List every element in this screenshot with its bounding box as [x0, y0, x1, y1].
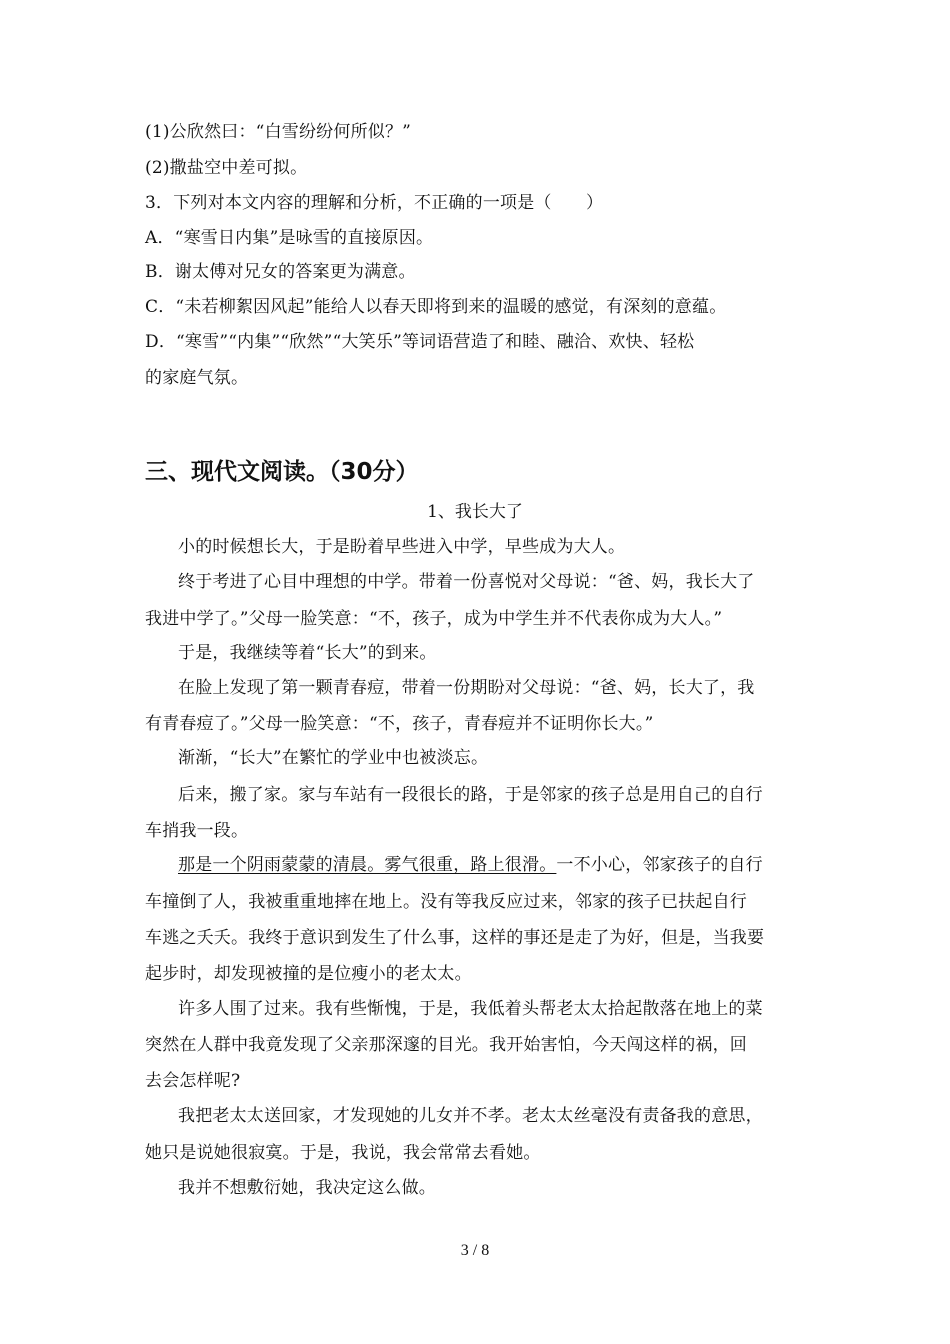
- paragraph-7-line-1: [178, 853, 818, 877]
- page-number: 3 / 8: [460, 1242, 490, 1259]
- paragraph-7-line-3: 车逃之夭夭。我终于意识到发生了什么事，这样的事还是走了为好，但是，当我要: [145, 928, 765, 948]
- paragraph-1: 小的时候想长大，于是盼着早些进入中学，早些成为大人。: [178, 537, 626, 557]
- paragraph-2-line-1: 终于考进了心目中理想的中学。带着一份喜悦对父母说：“爸、妈，我长大了: [178, 572, 755, 592]
- paragraph-3: 于是，我继续等着“长大”的到来。: [178, 643, 437, 663]
- paragraph-4-line-1: 在脸上发现了第一颗青春痘，带着一份期盼对父母说：“爸、妈，长大了，我: [178, 678, 755, 698]
- paragraph-5: 渐渐，“长大”在繁忙的学业中也被淡忘。: [178, 748, 489, 768]
- paragraph-8-line-3: 去会怎样呢?: [145, 1071, 241, 1091]
- article-title: 1、我长大了: [427, 502, 523, 522]
- paragraph-2-line-2: 我进中学了。”父母一脸笑意：“不，孩子，成为中学生并不代表你成为大人。”: [145, 609, 723, 629]
- option-a: A．“寒雪日内集”是咏雪的直接原因。: [145, 228, 434, 248]
- question-2-1: (1)公欣然曰：“白雪纷纷何所似？”: [145, 122, 412, 142]
- question-3-stem: 3．下列对本文内容的理解和分析，不正确的一项是（ ）: [145, 193, 604, 213]
- option-b: B．谢太傅对兄女的答案更为满意。: [145, 262, 416, 282]
- paragraph-4-line-2: 有青春痘了。”父母一脸笑意：“不，孩子，青春痘并不证明你长大。”: [145, 714, 654, 734]
- paragraph-6-line-1: 后来，搬了家。家与车站有一段很长的路，于是邻家的孩子总是用自己的自行: [178, 785, 763, 805]
- paragraph-8-line-2: 突然在人群中我竟发现了父亲那深邃的目光。我开始害怕，今天闯这样的祸，回: [145, 1035, 747, 1055]
- option-d-line-1: D．“寒雪”“内集”“欣然”“大笑乐”等词语营造了和睦、融洽、欢快、轻松: [145, 332, 695, 352]
- option-c: C．“未若柳絮因风起”能给人以春天即将到来的温暖的感觉，有深刻的意蕴。: [145, 297, 727, 317]
- paragraph-9-line-2: 她只是说她很寂寞。于是，我说，我会常常去看她。: [145, 1143, 541, 1163]
- option-d-line-2: 的家庭气氛。: [145, 368, 249, 388]
- underlined-sentence: 那是一个阴雨蒙蒙的清晨。雾气很重，路上很滑。: [178, 855, 557, 875]
- question-2-2: (2)撒盐空中差可拟。: [145, 158, 308, 178]
- section-heading: 三、现代文阅读。（30分）: [145, 459, 419, 485]
- paragraph-7-line-2: 车撞倒了人，我被重重地摔在地上。没有等我反应过来，邻家的孩子已扶起自行: [145, 892, 747, 912]
- paragraph-6-line-2: 车捎我一段。: [145, 821, 249, 841]
- paragraph-7-rest: 一不小心，邻家孩子的自行: [556, 855, 763, 875]
- paragraph-9-line-1: 我把老太太送回家，才发现她的儿女并不孝。老太太丝毫没有责备我的意思，: [178, 1106, 763, 1126]
- paragraph-7-line-4: 起步时，却发现被撞的是位瘦小的老太太。: [145, 964, 472, 984]
- paragraph-10: 我并不想敷衍她，我决定这么做。: [178, 1178, 436, 1198]
- paragraph-8-line-1: 许多人围了过来。我有些惭愧，于是，我低着头帮老太太拾起散落在地上的菜: [178, 999, 763, 1019]
